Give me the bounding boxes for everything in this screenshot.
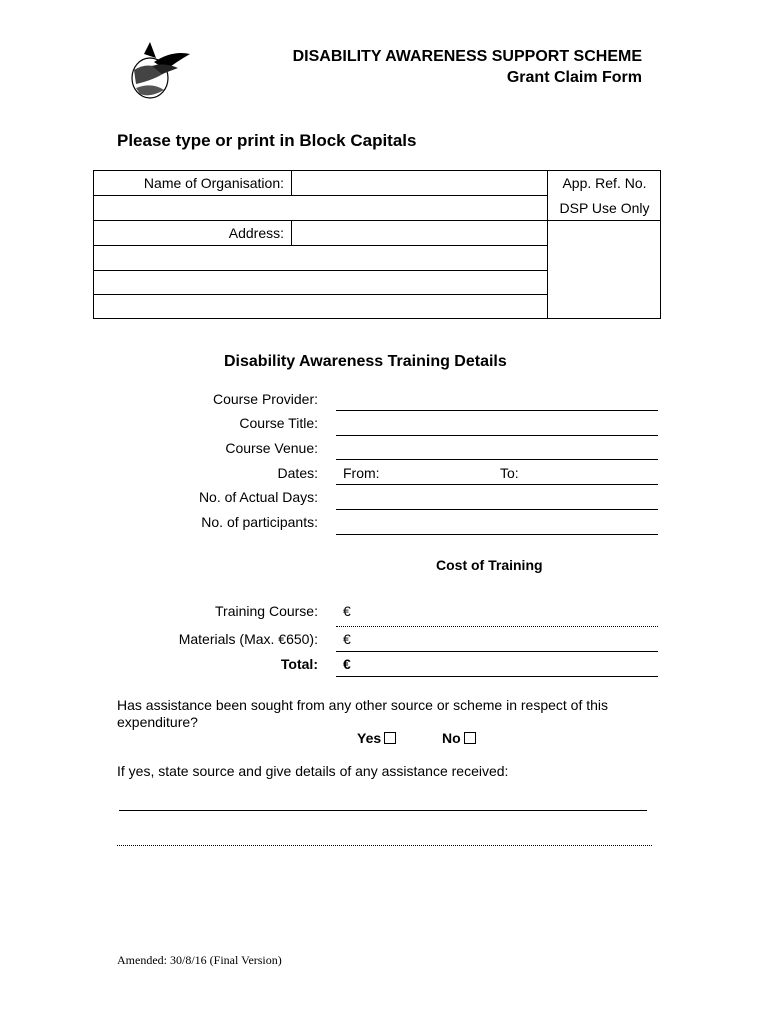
total-cost-label: Total: [280,656,318,672]
address-field[interactable] [293,221,546,244]
cost-of-training-title: Cost of Training [436,557,543,573]
yes-label: Yes [357,730,382,746]
organisation-name-label: Name of Organisation: [143,175,284,191]
footer-amended-note: Amended: 30/8/16 (Final Version) [117,953,282,967]
date-from-label: From: [343,465,380,481]
organisation-name-field[interactable] [293,171,546,194]
dates-label: Dates: [277,465,318,481]
training-course-cost-label: Training Course: [215,603,318,619]
no-checkbox[interactable] [464,732,476,744]
form-title: DISABILITY AWARENESS SUPPORT SCHEME [292,48,642,65]
date-to-label: To: [500,465,519,481]
no-option[interactable] [442,730,476,746]
address-line-4-field[interactable] [94,295,546,318]
no-label: No [442,730,461,746]
participants-label: No. of participants: [201,514,318,530]
materials-cost-label: Materials (Max. €650): [178,631,318,647]
training-details-title: Disability Awareness Training Details [224,353,507,370]
training-course-cost-field[interactable] [336,626,658,627]
materials-currency: € [343,631,351,647]
course-provider-field[interactable] [336,410,658,411]
course-title-label: Course Title: [239,415,318,431]
assistance-details-prompt: If yes, state source and give details of any assistance received: [117,763,509,779]
address-line-2-field[interactable] [94,246,546,269]
participants-field[interactable] [336,534,658,535]
dsp-use-only-label: DSP Use Only [559,200,650,216]
actual-days-field[interactable] [336,509,658,510]
actual-days-label: No. of Actual Days: [198,489,318,505]
instruction-text: Please type or print in Block Capitals [117,131,417,150]
total-currency: € [343,656,351,672]
form-subtitle: Grant Claim Form [506,69,642,86]
course-provider-label: Course Provider: [212,391,318,407]
assistance-question: Has assistance been sought from any other source or scheme in respect of this expenditure? [117,697,609,730]
address-label: Address: [228,225,284,241]
total-cost-field[interactable] [336,676,658,677]
address-line-3-field[interactable] [94,271,546,293]
assistance-details-line-2[interactable] [117,845,652,846]
course-venue-field[interactable] [336,459,658,460]
course-title-field[interactable] [336,435,658,436]
assistance-details-line-1[interactable] [119,810,647,811]
yes-checkbox[interactable] [384,732,396,744]
yes-option[interactable] [357,730,396,746]
app-ref-label: App. Ref. No. [562,175,647,191]
course-venue-label: Course Venue: [225,440,318,456]
dates-field[interactable] [336,484,658,485]
training-course-currency: € [343,603,351,619]
materials-cost-field[interactable] [336,651,658,652]
